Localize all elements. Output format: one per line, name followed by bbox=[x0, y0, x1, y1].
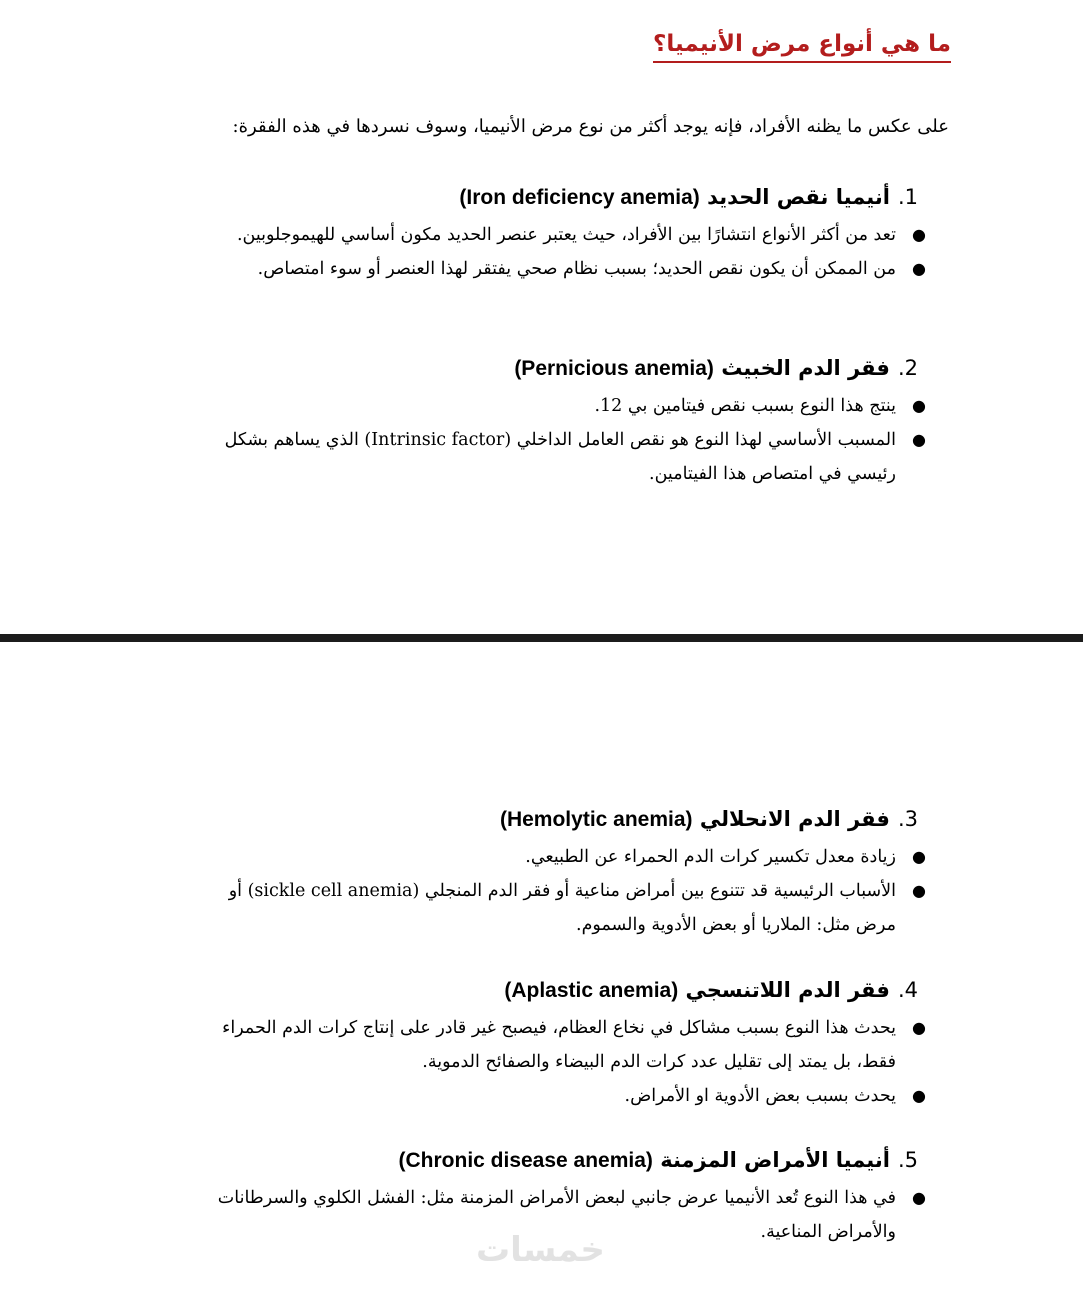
bullet-icon: ● bbox=[912, 880, 926, 900]
type-name-en: (Chronic disease anemia) bbox=[398, 1149, 653, 1172]
type-points bbox=[188, 1011, 926, 1113]
type-number: 3. bbox=[897, 807, 918, 831]
type-heading bbox=[188, 353, 918, 385]
anemia-type-4 bbox=[188, 975, 926, 1113]
list-item bbox=[188, 252, 926, 286]
type-name-ar: فقر الدم الخبيث bbox=[721, 356, 890, 380]
type-heading bbox=[188, 975, 918, 1007]
point-text: من الممكن أن يكون نقص الحديد؛ بسبب نظام صحي يفتقر لهذا العنصر أو سوء امتصاص. bbox=[257, 258, 896, 279]
type-points bbox=[188, 218, 926, 286]
type-name-en: (Aplastic anemia) bbox=[504, 979, 679, 1002]
point-text: يحدث بسبب بعض الأدوية او الأمراض. bbox=[624, 1085, 896, 1106]
list-item bbox=[188, 1011, 926, 1079]
type-name-en: (Hemolytic anemia) bbox=[499, 808, 693, 831]
type-points bbox=[188, 389, 926, 491]
point-text: الأسباب الرئيسية قد تتنوع بين أمراض مناعية أو فقر الدم المنجلي (sickle cell anemia) أو مرض مثل: الملاريا أو بعض الأدوية والسموم. bbox=[228, 880, 896, 935]
type-number: 4. bbox=[897, 978, 918, 1002]
list-item bbox=[188, 840, 926, 874]
bullet-icon: ● bbox=[912, 1187, 926, 1207]
page-title: ما هي أنواع مرض الأنيميا؟ bbox=[653, 30, 951, 63]
type-name-ar: أنيميا نقص الحديد bbox=[707, 185, 890, 209]
anemia-type-3 bbox=[188, 804, 926, 942]
watermark: خمسات bbox=[476, 1230, 605, 1270]
point-text: المسبب الأساسي لهذا النوع هو نقص العامل الداخلي (Intrinsic factor) الذي يساهم بشكل رئيسي في امتصاص هذا الفيتامين. bbox=[224, 429, 896, 484]
list-item bbox=[188, 1079, 926, 1113]
list-item bbox=[188, 218, 926, 252]
list-item bbox=[188, 389, 926, 423]
bullet-icon: ● bbox=[912, 1085, 926, 1105]
type-number: 2. bbox=[897, 356, 918, 380]
type-heading bbox=[188, 804, 918, 836]
intro-paragraph: على عكس ما يظنه الأفراد، فإنه يوجد أكثر من نوع مرض الأنيميا، وسوف نسردها في هذه الفقرة: bbox=[232, 116, 949, 137]
point-text: تعد من أكثر الأنواع انتشارًا بين الأفراد، حيث يعتبر عنصر الحديد مكون أساسي للهيموجلوبين. bbox=[236, 224, 896, 245]
type-name-ar: فقر الدم الانحلالي bbox=[699, 807, 890, 831]
type-number: 1. bbox=[897, 185, 918, 209]
bullet-icon: ● bbox=[912, 429, 926, 449]
type-points bbox=[188, 840, 926, 942]
list-item bbox=[188, 874, 926, 942]
bullet-icon: ● bbox=[912, 1017, 926, 1037]
point-text: زيادة معدل تكسير كرات الدم الحمراء عن الطبيعي. bbox=[525, 846, 896, 867]
point-text: يحدث هذا النوع بسبب مشاكل في نخاع العظام، فيصبح غير قادر على إنتاج كرات الدم الحمراء فقط، بل يمتد إلى تقليل عدد كرات الدم البيضاء والصفائح الدموية. bbox=[222, 1017, 896, 1072]
bullet-icon: ● bbox=[912, 395, 926, 415]
bullet-icon: ● bbox=[912, 846, 926, 866]
type-number: 5. bbox=[897, 1148, 918, 1172]
type-heading bbox=[188, 182, 918, 214]
bullet-icon: ● bbox=[912, 224, 926, 244]
page-divider bbox=[0, 634, 1083, 642]
type-heading bbox=[188, 1145, 918, 1177]
type-name-ar: أنيميا الأمراض المزمنة bbox=[660, 1148, 890, 1172]
page-top bbox=[0, 0, 1083, 636]
anemia-type-2 bbox=[188, 353, 926, 491]
list-item bbox=[188, 423, 926, 491]
type-name-ar: فقر الدم اللاتنسجي bbox=[685, 978, 890, 1002]
anemia-type-1 bbox=[188, 182, 926, 286]
point-text: ينتج هذا النوع بسبب نقص فيتامين بي 12. bbox=[594, 395, 896, 416]
point-text: في هذا النوع تُعد الأنيميا عرض جانبي لبعض الأمراض المزمنة مثل: الفشل الكلوي والسرطانات والأمراض المناعية. bbox=[217, 1187, 896, 1242]
type-name-en: (Pernicious anemia) bbox=[514, 357, 714, 380]
bullet-icon: ● bbox=[912, 258, 926, 278]
type-name-en: (Iron deficiency anemia) bbox=[459, 186, 700, 209]
